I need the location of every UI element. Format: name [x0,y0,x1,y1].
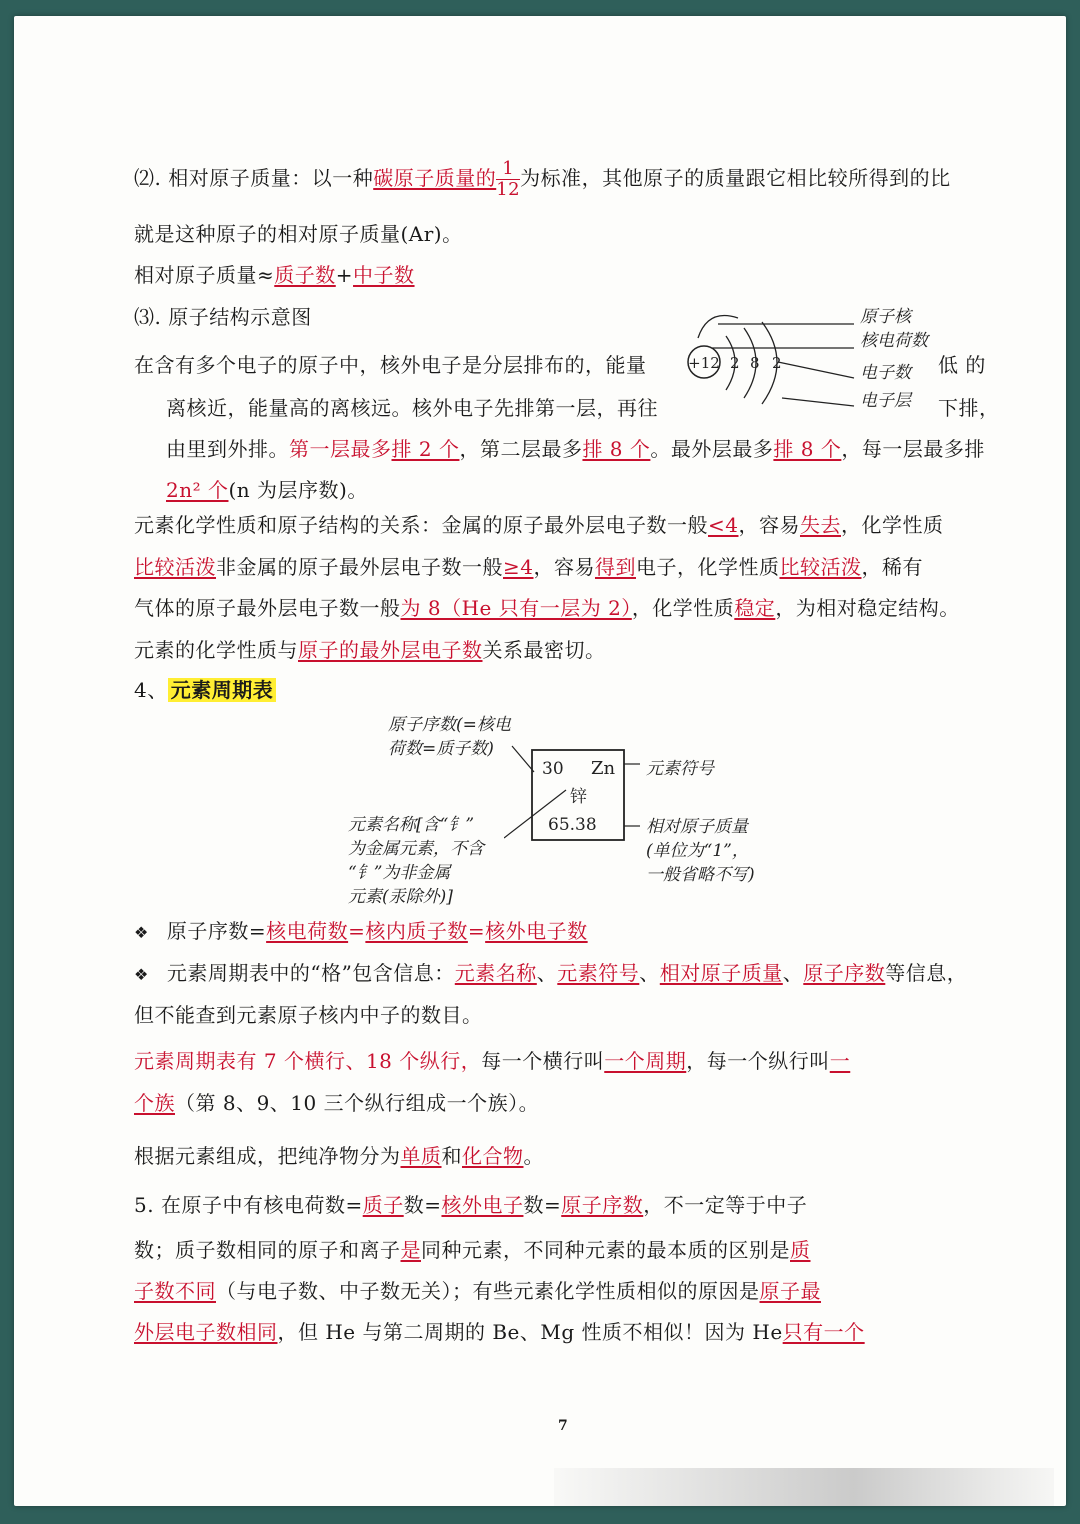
cell-element-name: 锌 [570,787,587,807]
section-5-line-3: 子数不同（与电子数、中子数无关）；有些元素化学性质相似的原因是原子最 [134,1279,821,1303]
pointer-electrons [778,362,854,378]
section-5-line-1: 5. 在原子中有核电荷数=质子数=核外电子数=原子序数，不一定等于中子 [134,1193,808,1217]
section-3-para-line-4: 2n² 个(n 为层序数)。 [166,478,368,502]
relation-line-2: 比较活泼非金属的原子最外层电子数一般≥4，容易得到电子，化学性质比较活泼，稀有 [134,555,923,579]
relation-line-4: 元素的化学性质与原子的最外层电子数关系最密切。 [134,638,606,662]
label-relative-mass-1: 相对原子质量 [646,817,748,837]
electron-count-3: 2 [772,354,782,372]
cell-atomic-mass: 65.38 [548,815,597,835]
section-5-line-4: 外层电子数相同，但 He 与第二周期的 Be、Mg 性质不相似！因为 He只有一个 [134,1320,865,1344]
bullet-atomic-number: ❖ 原子序数=核电荷数=核内质子数=核外电子数 [134,919,588,943]
label-relative-mass-3: 一般省略不写) [646,865,755,885]
label-electron-count: 电子数 [860,363,911,383]
section-3-para-line-3: 由里到外排。第一层最多排 2 个，第二层最多排 8 个。最外层最多排 8 个，每一层最多排 [166,437,985,461]
label-element-name-3: “钅”为非金属 [348,863,451,883]
section-4-title: 元素周期表 [168,678,277,702]
label-element-symbol: 元素符号 [646,759,714,779]
electron-count-2: 8 [750,354,760,372]
label-element-name-2: 为金属元素，不含 [348,839,484,859]
cell-atomic-number: 30 [542,759,564,779]
bullet-diamond-icon: ❖ [134,923,149,942]
periodic-table-line-2: 个族（第 8、9、10 三个纵行组成一个族）。 [134,1091,540,1115]
footer-blur-overlay [554,1468,1054,1506]
periodic-table-line-1: 元素周期表有 7 个横行、18 个纵行，每一个横行叫一个周期，每一个纵行叫一 [134,1049,851,1073]
section-2-line-1: ⑵. 相对原子质量：以一种碳原子质量的 $\frac{1}{12}$ 为标准，其他原子的质量跟它相比较所得到的比 [134,158,951,200]
section-3-para-line-1-end: 低 的 [938,353,986,377]
label-relative-mass-2: (单位为“1”， [646,841,749,861]
bullet-diamond-icon: ❖ [134,965,149,984]
pointer-atomic-number [512,746,534,772]
cell-symbol: Zn [591,758,616,779]
section-3-para-line-1: 在含有多个电子的原子中，核外电子是分层排布的，能量 [134,353,647,377]
section-3-para-line-2: 离核近，能量高的离核远。核外电子先排第一层，再往 [166,396,658,420]
section-5-line-2: 数；质子数相同的原子和离子是同种元素，不同种元素的最本质的区别是质 [134,1238,811,1262]
pure-substance-line: 根据元素组成，把纯净物分为单质和化合物。 [134,1144,544,1168]
section-3-title: ⑶. 原子结构示意图 [134,305,312,329]
fraction-one-twelfth: $\frac{1}{12}$ [496,158,521,200]
relation-line-1: 元素化学性质和原子结构的关系：金属的原子最外层电子数一般<4，容易失去，化学性质 [134,513,944,537]
electron-count-1: 2 [730,354,740,372]
outer-shell-arc [698,316,738,339]
label-atomic-number-1: 原子序数(=核电 [388,715,511,735]
label-element-name-4: 元素(汞除外)] [348,887,453,907]
nucleus-charge: +12 [688,354,720,372]
element-cell-diagram [504,738,654,848]
page-number: 7 [558,1418,569,1434]
label-nuclear-charge: 核电荷数 [860,331,928,351]
section-4-heading: 4、 元素周期表 [134,674,276,703]
label-electron-shell: 电子层 [860,391,911,411]
document-page [14,16,1066,1506]
label-atomic-number-2: 荷数=质子数) [388,739,494,759]
carbon-mass-answer: 碳原子质量的 [373,166,497,190]
relation-line-3: 气体的原子最外层电子数一般为 8（He 只有一层为 2），化学性质稳定，为相对稳定结构。 [134,596,960,620]
label-element-name-1: 元素名称[含“钅” [348,815,475,835]
bullet-cell-info-line-2: 但不能查到元素原子核内中子的数目。 [134,1003,483,1027]
section-3-para-line-2-end: 下排， [938,396,1000,420]
relative-mass-formula: 相对原子质量≈质子数+中子数 [134,263,415,287]
pointer-shell [782,398,854,406]
label-nucleus: 原子核 [860,307,911,327]
bullet-cell-info: ❖ 元素周期表中的“格”包含信息：元素名称、元素符号、相对原子质量、原子序数等信息， [134,961,968,985]
section-2-line-2: 就是这种原子的相对原子质量(Ar)。 [134,222,463,246]
